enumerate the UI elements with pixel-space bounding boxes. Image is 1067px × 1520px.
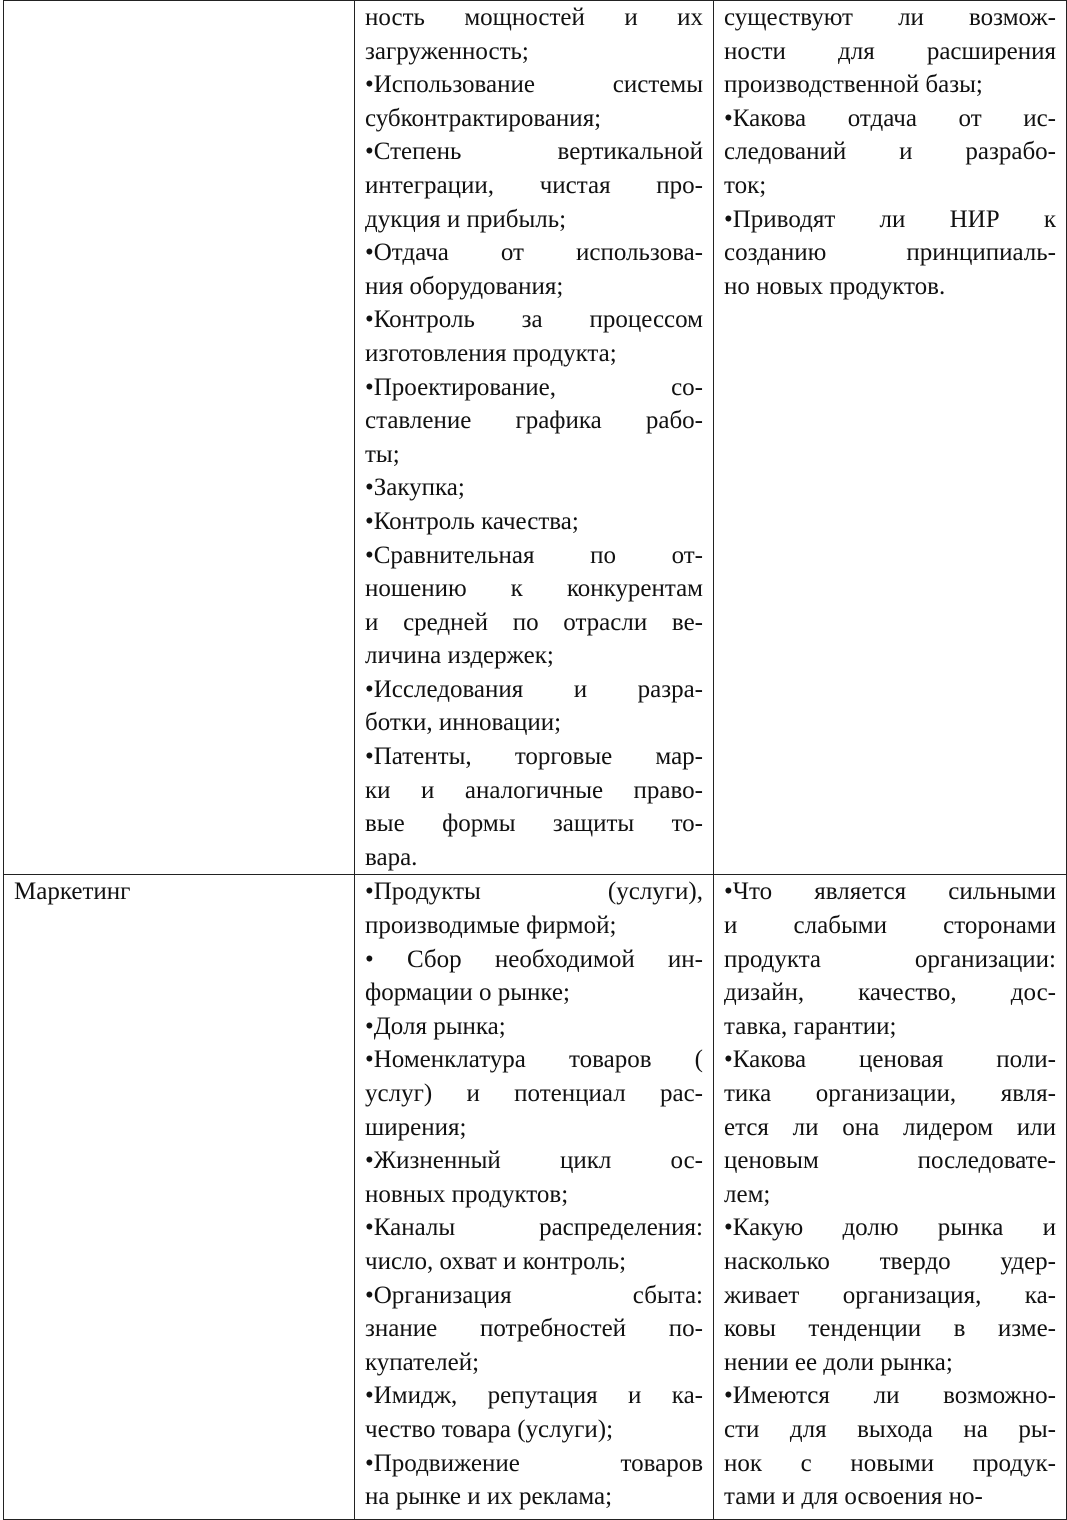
list-item (365, 673, 703, 740)
list-item (365, 1144, 703, 1211)
text-line: •Приводят ли НИР к (724, 205, 1056, 233)
text-line: насколько твердо удер- (724, 1247, 1056, 1275)
questions-list (724, 1, 1056, 303)
factors-cell (355, 875, 714, 1520)
text-line: следований и разрабо- (724, 138, 1056, 166)
text-line: услуг) и потенциал рас- (365, 1080, 703, 1107)
list-item (724, 1, 1056, 102)
list-item (724, 1211, 1056, 1379)
text-line: изготовления продукта; (365, 339, 617, 367)
text-line: производимые фирмой; (365, 912, 617, 940)
text-line: и слабыми сторонами (724, 912, 1056, 940)
text-line: знание потребностей по- (365, 1315, 703, 1343)
list-item (365, 1010, 703, 1044)
text-line: •Патенты, торговые мар- (365, 743, 703, 771)
text-line: •Продукты (услуги), (365, 878, 703, 906)
questions-cell (714, 875, 1067, 1520)
text-line: формации о рынке; (365, 979, 570, 1007)
text-line: •Организация сбыта: (365, 1281, 703, 1309)
text-line: существуют ли возмож- (724, 4, 1056, 31)
text-line: ток; (724, 171, 767, 199)
list-item (365, 505, 703, 539)
questions-list (724, 875, 1056, 1513)
text-line: •Какую долю рынка и (724, 1214, 1056, 1242)
list-item (365, 1211, 703, 1278)
text-line: •Доля рынка; (365, 1012, 506, 1040)
list-item (365, 236, 703, 303)
list-item (724, 203, 1056, 304)
text-line: ности для расширения (724, 37, 1056, 65)
factors-list (365, 1, 703, 874)
text-line: ния оборудования; (365, 272, 564, 300)
text-line: ширения; (365, 1113, 467, 1141)
table-row (4, 1, 1067, 875)
text-line: тика организации, явля- (724, 1080, 1056, 1107)
text-line: •Что является сильными (724, 878, 1056, 906)
text-line: •Имидж, репутация и ка- (365, 1382, 703, 1410)
text-line: •Номенклатура товаров ( (365, 1046, 703, 1074)
text-line: •Степень вертикальной (365, 138, 703, 166)
text-line: нении ее доли рынка; (724, 1348, 953, 1376)
row-label: Маркетинг (14, 878, 131, 906)
text-line: ношению к конкурентам (365, 575, 703, 603)
text-line: и средней по отрасли ве- (365, 608, 703, 636)
list-item (365, 371, 703, 472)
text-line: субконтрактирования; (365, 104, 602, 132)
text-line: •Использование системы (365, 71, 703, 99)
list-item (724, 1043, 1056, 1211)
list-item (365, 875, 703, 942)
list-item (365, 1, 703, 68)
text-line: новных продуктов; (365, 1180, 569, 1208)
text-line: ется ли она лидером или (724, 1113, 1056, 1141)
text-line: чество товара (услуги); (365, 1415, 614, 1443)
list-item (365, 539, 703, 673)
text-line: дукция и прибыль; (365, 205, 567, 233)
text-line: живает организация, ка- (724, 1281, 1056, 1309)
text-line: интеграции, чистая про- (365, 171, 703, 199)
questions-cell (714, 1, 1067, 875)
row-label-cell (4, 875, 355, 1520)
text-line: •Сравнительная по от- (365, 541, 703, 569)
text-line: лем; (724, 1180, 771, 1208)
text-line: •Исследования и разра- (365, 675, 703, 703)
text-line: дизайн, качество, дос- (724, 979, 1056, 1007)
text-line: ки и аналогичные право- (365, 776, 703, 804)
list-item (724, 1379, 1056, 1513)
text-line: загруженность; (365, 37, 529, 65)
text-line: вара. (365, 843, 418, 871)
list-item (365, 68, 703, 135)
text-line: •Имеются ли возможно- (724, 1382, 1056, 1410)
text-line: число, охват и контроль; (365, 1247, 627, 1275)
swot-analysis-table (3, 0, 1067, 1520)
text-line: •Каналы распределения: (365, 1214, 703, 1242)
list-item (365, 303, 703, 370)
text-line: •Проектирование, со- (365, 373, 703, 401)
text-line: нок с новыми продук- (724, 1449, 1056, 1477)
text-line: личина издержек; (365, 642, 554, 670)
list-item (724, 875, 1056, 1043)
list-item (365, 135, 703, 236)
factors-list (365, 875, 703, 1513)
text-line: но новых продуктов. (724, 272, 946, 300)
text-line: вые формы защиты то- (365, 810, 703, 838)
table-row (4, 875, 1067, 1520)
text-line: ценовым последовате- (724, 1147, 1056, 1175)
text-line: • Сбор необходимой ин- (365, 945, 703, 973)
text-line: тами и для освоения но- (724, 1483, 983, 1511)
text-line: ковы тенденции в изме- (724, 1315, 1056, 1343)
text-line: •Закупка; (365, 474, 465, 502)
text-line: продукта организации: (724, 945, 1056, 973)
list-item (724, 102, 1056, 203)
text-line: ты; (365, 440, 400, 468)
text-line: сти для выхода на ры- (724, 1415, 1056, 1443)
text-line: •Отдача от использова- (365, 239, 703, 267)
text-line: тавка, гарантии; (724, 1012, 897, 1040)
list-item (365, 1043, 703, 1144)
text-line: •Какова ценовая поли- (724, 1046, 1056, 1074)
text-line: •Контроль качества; (365, 507, 579, 535)
list-item (365, 1279, 703, 1380)
list-item (365, 740, 703, 874)
text-line: •Контроль за процессом (365, 306, 703, 334)
list-item (365, 943, 703, 1010)
factors-cell (355, 1, 714, 875)
text-line: созданию принципиаль- (724, 239, 1056, 267)
text-line: •Жизненный цикл ос- (365, 1147, 703, 1175)
text-line: •Какова отдача от ис- (724, 104, 1056, 132)
row-label-cell (4, 1, 355, 875)
text-line: производственной базы; (724, 71, 983, 99)
text-line: на рынке и их реклама; (365, 1483, 613, 1511)
text-line: •Продвижение товаров (365, 1449, 703, 1477)
text-line: ботки, инновации; (365, 709, 562, 737)
text-line: купателей; (365, 1348, 480, 1376)
text-line: ность мощностей и их (365, 4, 703, 31)
list-item (365, 1379, 703, 1446)
text-line: ставление графика рабо- (365, 407, 703, 435)
list-item (365, 471, 703, 505)
list-item (365, 1447, 703, 1514)
